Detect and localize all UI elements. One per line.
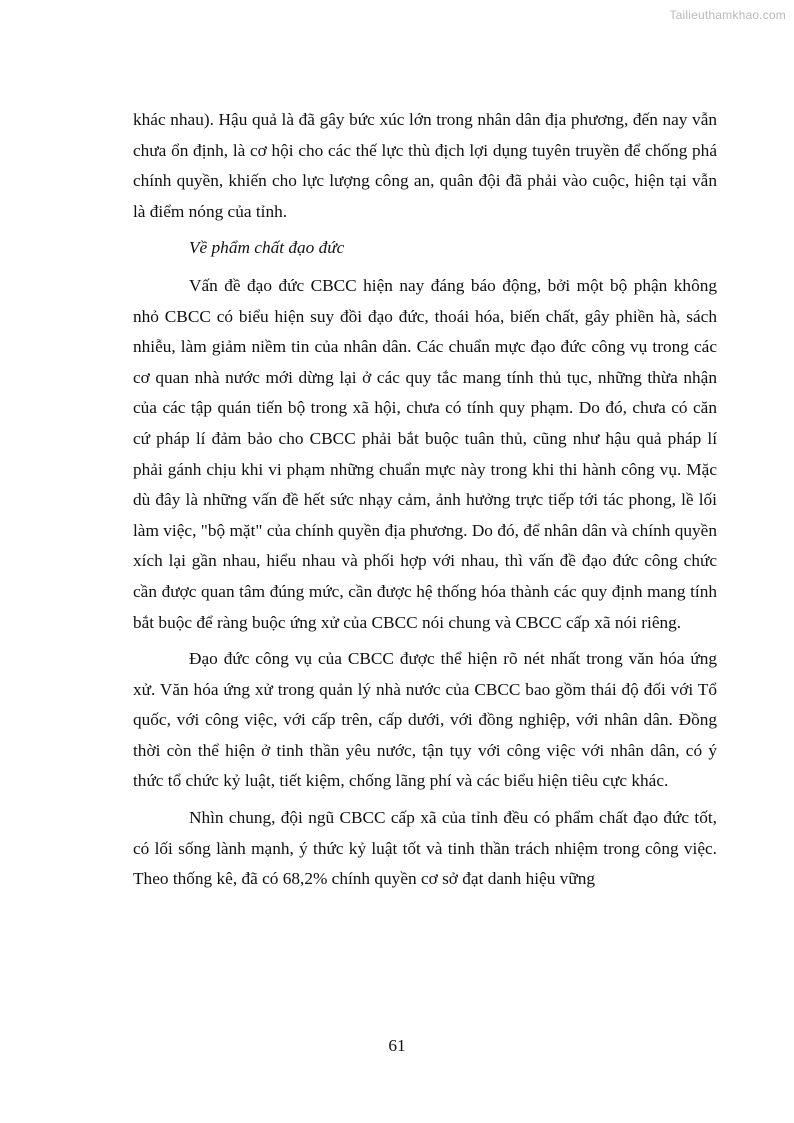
page-number: 61 (388, 1036, 406, 1055)
paragraph: Đạo đức công vụ của CBCC được thể hiện rõ nét nhất trong văn hóa ứng xử. Văn hóa ứng xử trong quản lý nhà nước của CBCC bao gồm thái độ đối với Tổ quốc, với công việc, với cấp trên, cấp dưới, với đồng nghiệp, với nhân dân. Đồng thời còn thể hiện ở tinh thần yêu nước, tận tụy với công việc với nhân dân, có ý thức tổ chức kỷ luật, tiết kiệm, chống lãng phí và các biểu hiện tiêu cực khác. (133, 649, 717, 791)
watermark: Tailieuthamkhao.com (669, 8, 786, 22)
paragraph: Nhìn chung, đội ngũ CBCC cấp xã của tỉnh đều có phẩm chất đạo đức tốt, có lối sống lành mạnh, ý thức kỷ luật tốt và tinh thần trách nhiệm trong công việc. Theo thống kê, đã có 68,2% chính quyền cơ sở đạt danh hiệu vững (133, 808, 717, 889)
section-heading: Về phẩm chất đạo đức (189, 238, 345, 258)
paragraph-continued: khác nhau). Hậu quả là đã gây bức xúc lớn trong nhân dân địa phương, đến nay vẫn chưa ổn định, là cơ hội cho các thế lực thù địch lợi dụng tuyên truyền để chống phá chính quyền, khiến cho lực lượng công an, quân đội đã phải vào cuộc, hiện tại vẫn là điểm nóng của tỉnh. (133, 110, 717, 221)
paragraph: Vấn đề đạo đức CBCC hiện nay đáng báo động, bởi một bộ phận không nhỏ CBCC có biểu hiện suy đồi đạo đức, thoái hóa, biến chất, gây phiền hà, sách nhiễu, làm giảm niềm tin của nhân dân. Các chuẩn mực đạo đức công vụ trong các cơ quan nhà nước mới dừng lại ở các quy tắc mang tính thủ tục, những thừa nhận của các tập quán tiến bộ trong xã hội, chưa có tính quy phạm. Do đó, chưa có căn cứ pháp lí đảm bảo cho CBCC phải bắt buộc tuân thủ, cũng như hậu quả pháp lí phải gánh chịu khi vi phạm những chuẩn mực này trong khi thi hành công vụ. Mặc dù đây là những vấn đề hết sức nhạy cảm, ảnh hưởng trực tiếp tới tác phong, lề lối làm việc, "bộ mặt" của chính quyền địa phương. Do đó, để nhân dân và chính quyền xích lại gần nhau, hiểu nhau và phối hợp với nhau, thì vấn đề đạo đức công chức cần được quan tâm đúng mức, cần được hệ thống hóa thành các quy định mang tính bắt buộc để ràng buộc ứng xử của CBCC nói chung và CBCC cấp xã nói riêng. (133, 275, 717, 632)
document-body (133, 105, 717, 895)
